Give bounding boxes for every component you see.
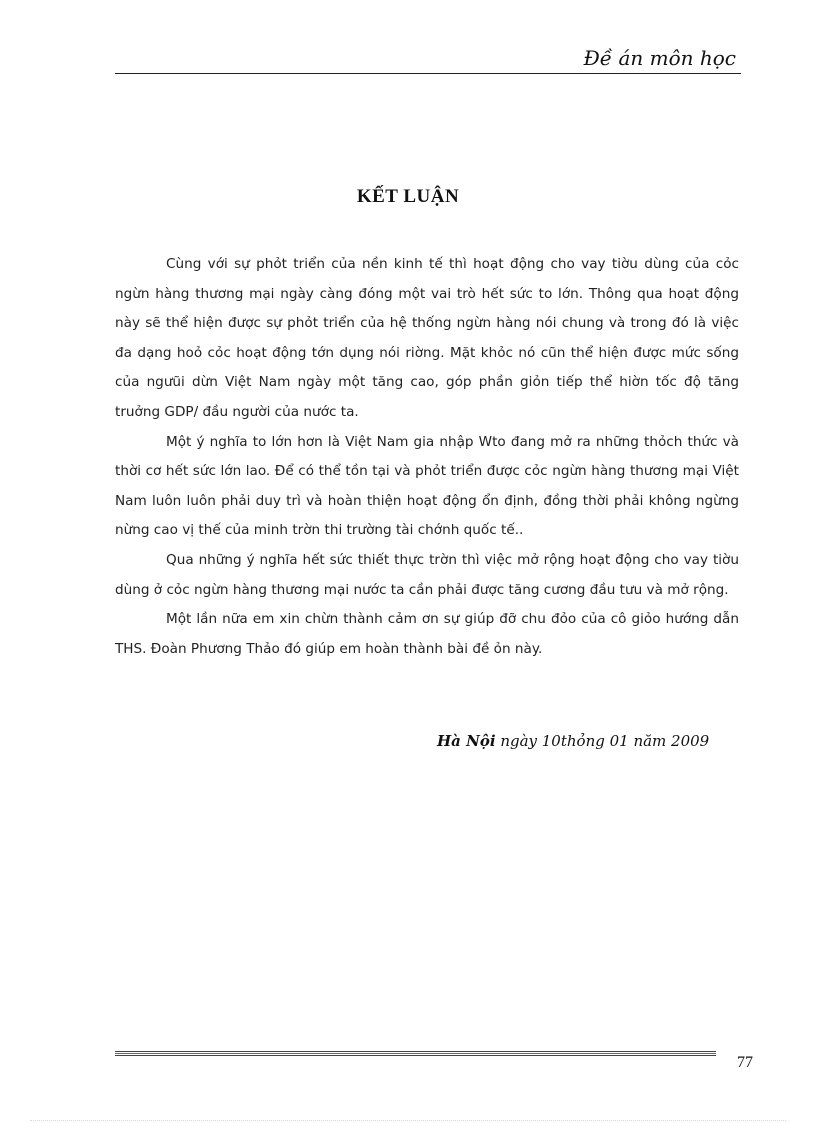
footer-rule-bottom (115, 1055, 716, 1056)
header-rule (115, 73, 741, 74)
page-number: 77 (737, 1054, 753, 1071)
page-heading: KẾT LUẬN (356, 186, 460, 207)
signoff-date: ngày 10thỏng 01 năm 2009 (500, 732, 710, 750)
footer-rule-middle (115, 1053, 716, 1054)
paragraph-2: Một ý nghĩa to lớn hơn là Việt Nam gia nhập Wto đang mở ra những thỏch thức và thời cơ hết sức lớn lao. Để có thể tồn tại và phỏt triển được cỏc ngừn hàng thương mại Việt Nam luôn luôn phải duy trì và hoàn thiện hoạt động ổn định, đồng thời phải không ngừng nừng cao vị thế của minh trờn thi trường tài chớnh quốc tế.. (115, 433, 739, 539)
paragraph-1: Cùng với sự phỏt triển của nền kinh tế thì hoạt động cho vay tiờu dùng của cỏc ngừn hàng thương mại ngày càng đóng một vai trò hết sức to lớn. Thông qua hoạt động này sẽ thể hiện được sự phỏt triển của hệ thống ngừn hàng nói chung và trong đó là việc đa dạng hoỏ cỏc hoạt động tớn dụng nói riờng. Mặt khỏc nó cũn thể hiện được mức sống của ngưũi dừn Việt Nam ngày một tăng cao, góp phần giỏn tiếp thể hiờn tốc độ tăng truởng GDP/ đầu người của nước ta. (115, 256, 739, 420)
body-text (115, 250, 739, 664)
signoff-place: Hà Nội (437, 732, 496, 750)
signoff (437, 732, 709, 750)
paragraph-3: Qua những ý nghĩa hết sức thiết thực trờn thì việc mở rộng hoạt động cho vay tiờu dùng ở cỏc ngừn hàng thương mại nước ta cần phải được tăng cương đầu tưu và mở rộng. (115, 551, 739, 598)
header-title: Đề án môn học (583, 46, 736, 70)
footer-rule-top (115, 1051, 716, 1052)
paragraph-4: Một lần nữa em xin chừn thành cảm ơn sự giúp đỡ chu đỏo của cô giỏo hướng dẫn THS. Đoàn Phương Thảo đó giúp em hoàn thành bài đề ỏn này. (115, 611, 739, 657)
page-bottom-edge (30, 1120, 786, 1121)
